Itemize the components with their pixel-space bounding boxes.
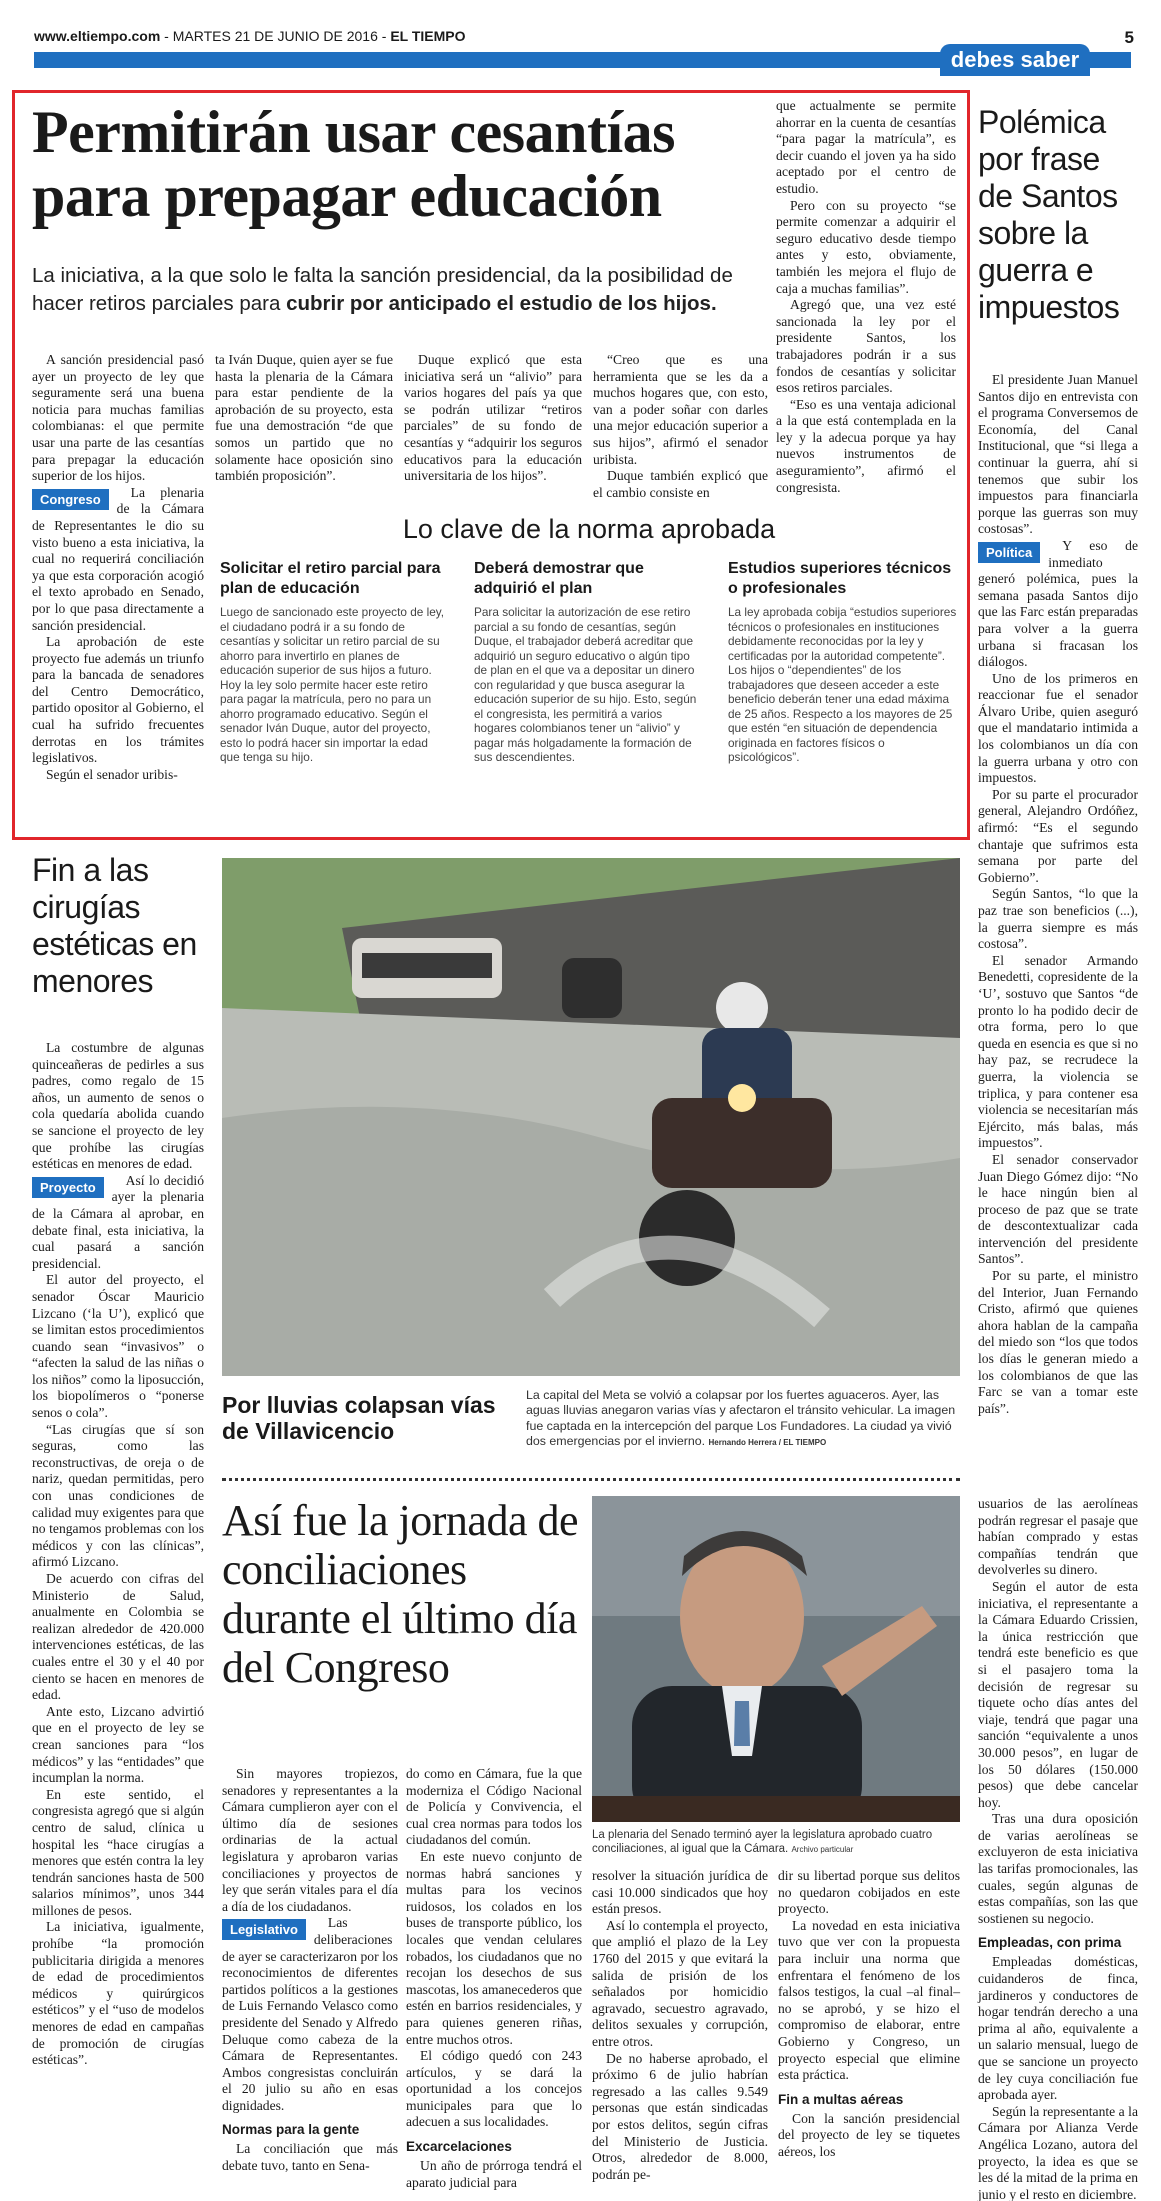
- lead-deck: La iniciativa, a la que solo le falta la sanción presidencial, da la posibilidad de hacer retiros parciales para cubrir por anticipado el estudio de los hijos.: [32, 264, 733, 315]
- section-tag-congreso[interactable]: Congreso: [32, 489, 109, 510]
- key-points-title: Lo clave de la norma aprobada: [402, 514, 776, 544]
- section-tag-legislativo[interactable]: Legislativo: [222, 1919, 306, 1940]
- paper-name: EL TIEMPO: [390, 28, 466, 44]
- page-number: 5: [1124, 28, 1134, 47]
- cirugias-headline: Fin a las cirugías estéticas en menores: [32, 852, 197, 999]
- section-tab: debes saber: [940, 44, 1090, 76]
- senado-scene-illustration: [592, 1496, 960, 1822]
- lead-col-1: A sanción presidencial pasó ayer un proyecto de ley que seguramente será una buena noticia para muchas familias colombianas: el que permite usar una parte de las cesantías para prepagar la educación superior de los hijos. Congreso La plenaria de la Cámara de Representantes le dio su visto bueno a esta iniciativa, la cual no requerirá conciliación ya que esta corporación acogió el texto aprobado en Senado, por lo que pasa directamente a sanción presidencial. La aprobación de este proyecto fue además un triunfo para la bancada de senadores del Centro Democrático, partido opositor al Gobierno, el cual ha sufrido frecuentes derrotas en los trámites legislativos. Según el senador uribis-: [32, 352, 204, 782]
- lead-headline: Permitirán usar cesantías para prepagar educación: [32, 99, 675, 229]
- senado-photo-caption: La plenaria del Senado terminó ayer la legislatura aprobado cuatro conciliaciones, al igual que la Cámara. Archivo particular: [592, 1829, 933, 1855]
- key-point-3: Estudios superiores técnicos o profesionales La ley aprobada cobija “estudios superiores técnicos o profesionales en instituciones debidamente reconocidas por la ley y certificadas por la autoridad competente”. Los hijos o “dependientes” de los trabajadores que deseen acceder a este beneficio deberán tener una edad máxima de 25 años. Respecto a los mayores de 25 que estén “en situación de dependencia originada en factores físicos o psicológicos”.: [728, 560, 957, 764]
- key-point-2: Deberá demostrar que adquirió el plan Para solicitar la autorización de ese retiro parcial a su fondo de cesantías, según Duque, el trabajador deberá acreditar que adquirió un seguro educativo o algún tipo de plan en el que va a depositar un dinero con regularidad y que busca asegurar la educación superior de su hijo. Esto, según el congresista, les permitirá a varios hogares colombianos tener un “alivio” y pagar más holgadamente la formación de sus descendientes.: [474, 560, 697, 764]
- congreso-col-5: usuarios de las aerolíneas podrán regresar el pasaje que habían comprado y estas compañías tendrán que devolverles su dinero. Según el autor de esta iniciativa, el representante a la Cámara Eduardo Crissien, la única restricción que tendrá este beneficio es que si el pasajero toma la decisión de regresar su tiquete ocho días antes del viaje, tendrá que pagar una sanción “equivalente a unos 30.000 pesos”, en lugar de los 50 dólares (150.000 pesos) que debe cancelar hoy. Tras una dura oposición de varias aerolíneas se excluyeron de esta iniciativa las tarifas promocionales, las cuales, según algunas de estas compañías, son las que sostienen su negocio. Empleadas, con prima Empleadas domésticas, cuidanderos de finca, jardineros y conductores de hogar tendrán derecho a una prima al año, equivalente a un salario mensual, luego de que se sancione un proyecto de ley cuya conciliación fue aprobada ayer. Según la representante a la Cámara por Alianza Verde Angélica Lozano, autora del proyecto, la idea es que se les dé la mitad de la prima en junio y el resto en diciembre.: [978, 1496, 1138, 2201]
- flood-photo-title: Por lluvias colapsan vías de Villavicencio: [222, 1392, 496, 1444]
- side-body: El presidente Juan Manuel Santos dijo en entrevista con el programa Conversemos de Economía, del Canal Institucional, que “si llega a continuar la guerra, ahí si tenemos que subir los impuestos para financiarla porque las guerras son muy costosas”. Política Y eso de inmediato generó polémica, pues la semana pasada Santos dijo que las Farc están preparadas para volver a la guerra urbana si fracasan los diálogos. Uno de los primeros en reaccionar fue el senador Álvaro Uribe, quien aseguró que el mandatario intimida a los colombianos un día con la guerra urbana y otro con impuestos. Por su parte el procurador general, Alejandro Ordóñez, afirmó: “Es el segundo chantaje que sufrimos esta semana por parte del Gobierno”. Según Santos, “lo que la paz trae son beneficios (...), la guerra siempre es más costosa”. El senador Armando Benedetti, copresidente de la ‘U’, sostuvo que Santos “de pronto lo ha podido decir de otra forma, pero lo que queda en esencia es que si no hay paz, se recrudece la guerra, la violencia se triplica, y para contener esa violencia se necesitarían más Ejército, más balas, más impuestos”. El senador conservador Juan Diego Gómez dijo: “No le hace ningún bien al proceso de paz que se trate de descontextualizar cada intervención del presidente Santos”. Por su parte, el ministro del Interior, Juan Fernando Cristo, afirmó que quienes ahora hablan de la campaña del miedo son “los que todos los días le generan miedo a los colombianos de que las Farc se van a tomar este país”.: [978, 372, 1138, 1416]
- senado-photo: [592, 1496, 960, 1822]
- section-tag-proyecto[interactable]: Proyecto: [32, 1177, 104, 1198]
- flood-photo-credit: Hernando Herrera / EL TIEMPO: [708, 1438, 827, 1448]
- cirugias-body: La costumbre de algunas quinceañeras de pedirles a sus padres, como regalo de 15 años, un aumento de senos o cola quedaría abolida cuando se sancione el proyecto de ley que prohíbe las cirugías estéticas en menores de edad. Proyecto Así lo decidió ayer la plenaria de la Cámara al aprobar, en debate final, esta iniciativa, la cual pasará a sanción presidencial. El autor del proyecto, el senador Óscar Mauricio Lizcano (‘la U’), explicó que se limitan estos procedimientos cuando sean “invasivos” o “afecten la salud de las niñas o los niños” como la liposucción, los biopolímeros o “ponerse senos o cola”. “Las cirugías que sí son seguras, como las reconstructivas, de oreja o de nariz, quedan permitidas, pero con unas condiciones de calidad muy exigentes para que no tengamos problemas con los médicos y con las clínicas”, afirmó Lizcano. De acuerdo con cifras del Ministerio de Salud, anualmente en Colombia se realizan alrededor de 420.000 intervenciones estéticas, de las cuales entre el 30 y el 40 por ciento se hacen en menores de edad. Ante esto, Lizcano advirtió que en el proyecto de ley se crean sanciones para “los médicos” y las “entidades” que incumplan la norma. En este sentido, el congresista agregó que si algún centro de salud, clínica u hospital les “hace cirugías a menores que estén contra la ley tendrán sanciones hasta de 500 salarios mínimos”, unos 344 millones de pesos. La iniciativa, igualmente, prohíbe “la promoción publicitaria dirigida a menores de edad de procedimientos médicos y quirúrgicos estéticos” y el “uso de modelos menores de edad en campañas de promoción de cirugías estéticas”.: [32, 1040, 204, 2068]
- key-points-box: [220, 512, 958, 830]
- senado-photo-credit: Archivo particular: [791, 1845, 854, 1854]
- lead-col-2: ta Iván Duque, quien ayer se fue hasta la plenaria de la Cámara para estar pendiente de la aprobación de su proyecto, esta fue una demostración “de que somos un partido que no solamente hace oposición sino también proposición”.: [215, 352, 393, 484]
- subhead-normas: Normas para la gente: [222, 2122, 360, 2138]
- section-divider: [222, 1478, 960, 1481]
- subhead-empleadas: Empleadas, con prima: [978, 1935, 1122, 1951]
- congreso-headline: Así fue la jornada de conciliaciones durante el último día del Congreso: [222, 1496, 579, 1692]
- congreso-col-3: resolver la situación jurídica de casi 10.000 sindicados que hoy están presos. Así lo contempla el proyecto, que amplió el plazo de la Ley 1760 del 2015 y que evitará la salida de prisión de los señalados por homicidio agravado, secuestro agravado, delitos sexuales y corrupción, entre otros. De no haberse aprobado, el próximo 6 de julio habrían regresado a las calles 9.549 personas que están sindicadas por estos delitos, según cifras del Ministerio de Justicia. Otros, alrededor de 8.000, podrán pe-: [592, 1868, 768, 2182]
- flood-scene-illustration: [222, 858, 960, 1376]
- flood-photo-caption: La capital del Meta se volvió a colapsar por los fuertes aguaceros. Ayer, las aguas lluvias anegaron varias vías y afectaron el tránsito vehicular. La imagen fue captada en la intercepción del parque Los Fundadores. La ciudad ya vivió dos emergencias por el invierno. Hernando Herrera / EL TIEMPO: [526, 1388, 956, 1449]
- section-tag-politica[interactable]: Política: [978, 542, 1040, 563]
- key-point-1: Solicitar el retiro parcial para plan de educación Luego de sancionado este proyecto de ley, el ciudadano podrá ir a su fondo de cesantías y solicitar un retiro parcial de su ahorro para invertirlo en planes de educación superior de sus hijos a futuro. Hoy la ley solo permite hacer este retiro para pagar la matrícula, pero no para un ahorro programado educativo. Según el senador Iván Duque, autor del proyecto, esto lo podrá hacer sin importar la edad que tenga su hijo.: [220, 560, 445, 764]
- lead-col-5: que actualmente se permite ahorrar en la cuenta de cesantías “para pagar la matrícula”, es decir cuando el joven ya ha sido aceptado por el centro de estudio. Pero con su proyecto “se permite comenzar a adquirir el seguro educativo desde tiempo antes y esto, obviamente, también les mejora el flujo de caja a muchas familias”. Agregó que, una vez esté sancionada la ley por el presidente Santos, los trabajadores podrán ir a sus fondos de cesantías y solicitar esos retiros parciales. “Eso es una ventaja adicional a la que está contemplada en la ley y la adecua porque ya hay nuevos instrumentos de aseguramiento”, afirmó el congresista.: [776, 98, 956, 495]
- lead-col-3: Duque explicó que esta iniciativa será un “alivio” para varios hogares del país ya que se podrán utilizar “retiros parciales” de su fondo de cesantías y “adquirir los seguros educativos para la educación universitaria de los hijos”.: [404, 352, 582, 484]
- lead-col-4: “Creo que es una herramienta que se les da a muchos hogares que, con esto, van a poder soñar con darles una mejor educación superior a sus hijos”, afirmó el senador uribista. Duque también explicó que el cambio consiste en: [593, 352, 768, 500]
- page-header: www.eltiempo.com - MARTES 21 DE JUNIO DE 2016 - EL TIEMPO 5: [34, 28, 1134, 47]
- flood-photo: [222, 858, 960, 1376]
- side-headline: Polémica por frase de Santos sobre la guerra e impuestos: [978, 104, 1120, 325]
- congreso-col-1: Sin mayores tropiezos, senadores y representantes a la Cámara cumplieron ayer con el último día de sesiones ordinarias de la actual legislatura y aprobaron varias conciliaciones y proyectos de ley que serán vitales para el día a día de los ciudadanos. Legislativo Las deliberaciones de ayer se caracterizaron por los reconocimientos de diferentes partidos políticos a la gestiones de Luis Fernando Velasco como presidente del Senado y Alfredo Deluque como cabeza de la Cámara de Representantes. Ambos congresistas concluirán el 20 julio su año en esas dignidades. Normas para la gente La conciliación que más debate tuvo, tanto en Sena-: [222, 1766, 398, 2174]
- subhead-multas-aereas: Fin a multas aéreas: [778, 2091, 904, 2107]
- site-url[interactable]: www.eltiempo.com: [34, 28, 161, 44]
- congreso-col-2: do como en Cámara, fue la que moderniza el Código Nacional de Policía y Convivencia, el cual crea normas para todos los ciudadanos del común. En este nuevo conjunto de normas habrá sanciones y multas para los vecinos ruidosos, los colados en los buses de transporte público, los locales que vendan celulares robados, los ciudadanos que no recojan los desechos de sus mascotas, los amanecederos que estén en barrios residenciales, y para quienes generen riñas, entre muchos otros. El código quedó con 243 artículos, y se dará la oportunidad a los concejos municipales para que lo adecuen a sus localidades. Excarcelaciones Un año de prórroga tendrá el aparato judicial para: [406, 1766, 582, 2190]
- congreso-col-4: dir su libertad porque sus delitos no quedaron cobijados en este proyecto. La novedad en esta iniciativa tuvo que ver con la propuesta para incluir una norma que enfrentara el fenómeno de los falsos testigos, la cual –al final– no se aprobó, y se hizo el compromiso de elaborar, entre Gobierno y Congreso, un proyecto especial que elimine esta práctica. Fin a multas aéreas Con la sanción presidencial del proyecto de ley se tiquetes aéreos, los: [778, 1868, 960, 2159]
- subhead-excarcelaciones: Excarcelaciones: [406, 2139, 512, 2155]
- issue-date: MARTES 21 DE JUNIO DE 2016: [172, 28, 378, 44]
